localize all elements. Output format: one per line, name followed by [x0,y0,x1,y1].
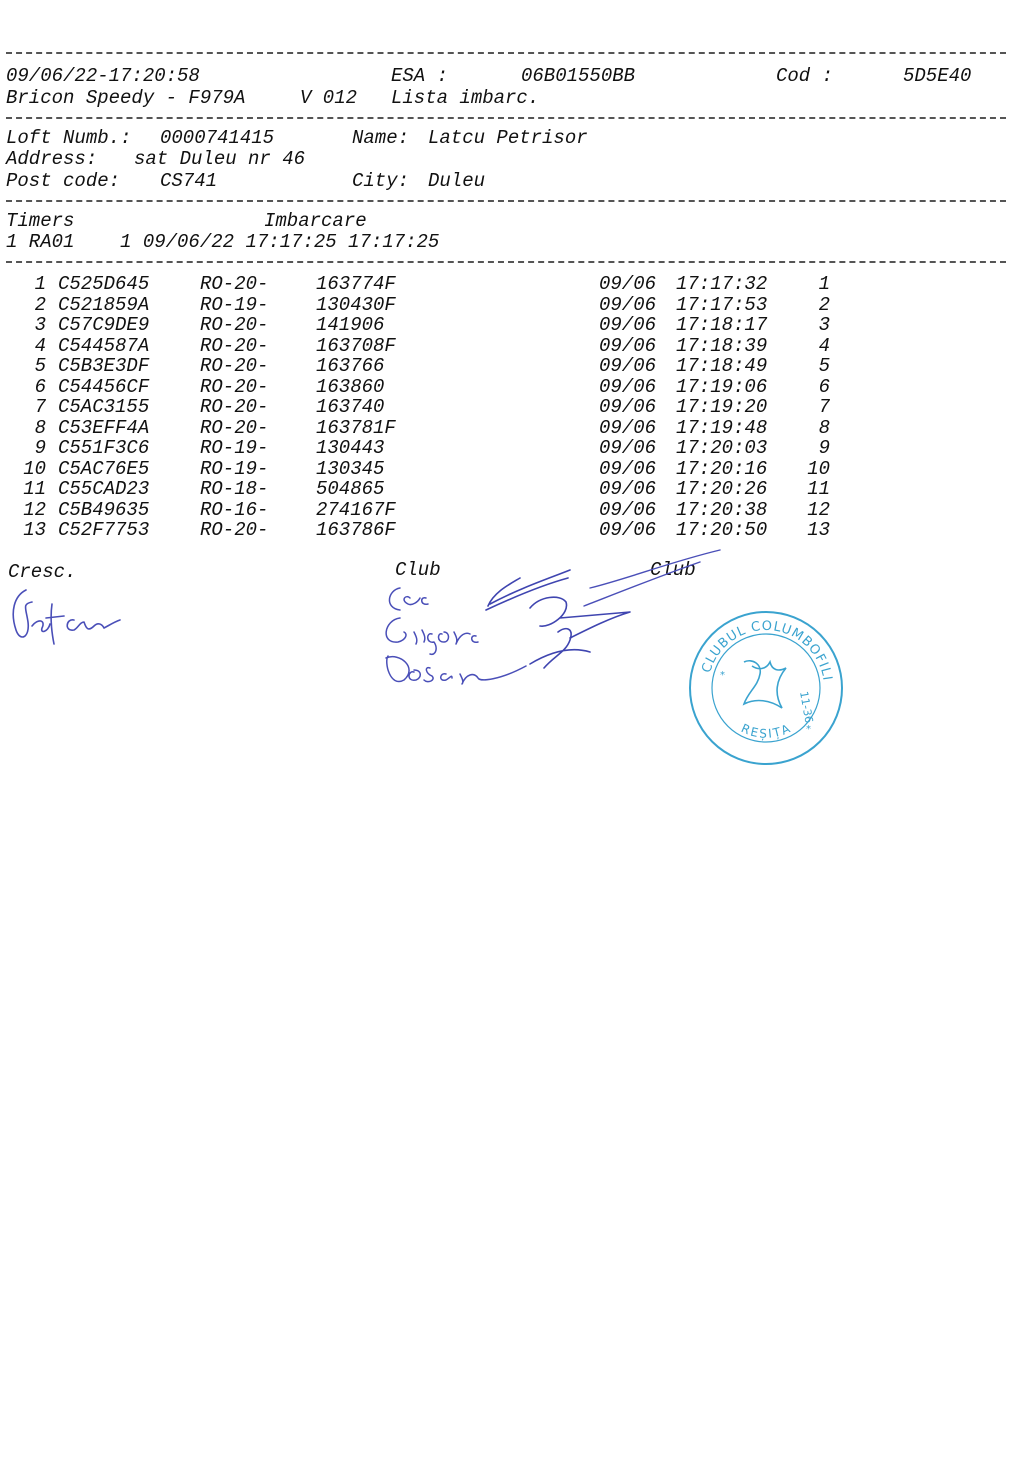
club-signature-label: Club [395,559,441,581]
bird-date: 09/06 [599,457,657,480]
table-row [0,520,1024,541]
address-value: sat Duleu nr 46 [134,148,306,170]
bird-ring-number: 130430F [316,293,396,316]
bird-index: 12 [23,498,46,521]
bird-position: 3 [818,314,830,336]
bird-time: 17:20:38 [676,498,768,521]
bird-ring-prefix: RO-20- [200,519,269,541]
bird-index: 7 [34,396,46,418]
separator-line [6,117,1006,119]
separator-line [6,200,1006,202]
bird-ring-number: 163774F [316,273,396,295]
breeder-signature-label: Cresc. [8,561,77,583]
address-label: Address: [6,148,98,170]
post-code-value: CS741 [160,170,218,192]
bird-chip-id: C525D645 [58,273,150,295]
stamp-bottom-text: REȘIȚA [738,720,794,741]
table-row [0,336,1024,357]
bird-chip-id: C55CAD23 [58,478,150,500]
loft-number-value: 0000741415 [160,127,275,149]
bird-chip-id: C53EFF4A [58,416,150,439]
bird-ring-prefix: RO-20- [200,375,269,398]
bird-position: 2 [818,293,830,316]
bird-chip-id: C54456CF [58,375,150,398]
bird-chip-id: C5B3E3DF [58,355,150,377]
bird-date: 09/06 [599,375,657,398]
post-code-label: Post code: [6,170,121,192]
bird-ring-prefix: RO-18- [200,478,269,500]
bird-ring-prefix: RO-20- [200,416,269,439]
print-datetime: 09/06/22-17:20:58 [6,65,200,87]
bird-ring-number: 163740 [316,396,385,418]
bird-index: 1 [34,273,46,295]
bird-ring-prefix: RO-20- [200,355,269,377]
separator-line [6,261,1006,263]
club-stamp-label: Club [650,559,696,581]
timers-label: Timers [6,210,75,232]
bird-ring-prefix: RO-20- [200,396,269,418]
bird-time: 17:20:50 [676,519,768,541]
table-row [0,377,1024,398]
bird-time: 17:18:17 [676,314,768,336]
bird-ring-prefix: RO-20- [200,314,269,336]
bird-ring-prefix: RO-19- [200,437,269,459]
bird-time: 17:18:49 [676,355,768,377]
bird-ring-number: 163708F [316,334,396,357]
bird-date: 09/06 [599,355,657,377]
bird-position: 5 [818,355,830,377]
esa-value: 06B01550BB [521,65,636,87]
table-row [0,418,1024,439]
bird-position: 8 [818,416,830,439]
bird-position: 9 [818,437,830,459]
stamp-star-icon: * [720,670,725,681]
bird-date: 09/06 [599,293,657,316]
bird-time: 17:19:20 [676,396,768,418]
bird-chip-id: C57C9DE9 [58,314,150,336]
bird-ring-prefix: RO-20- [200,334,269,357]
bird-index: 8 [34,416,46,439]
bird-position: 13 [807,519,830,541]
cod-label: Cod : [776,65,834,87]
bird-time: 17:17:32 [676,273,768,295]
bird-ring-number: 163860 [316,375,385,398]
bird-time: 17:19:06 [676,375,768,398]
table-row [0,459,1024,480]
table-row [0,315,1024,336]
name-value: Latcu Petrisor [428,127,588,149]
table-row [0,479,1024,500]
bird-date: 09/06 [599,498,657,521]
imbarcare-label: Imbarcare [264,210,367,232]
bird-date: 09/06 [599,396,657,418]
bird-index: 11 [23,478,46,500]
stamp-top-text: CLUBUL COLUMBOFILI [699,618,835,683]
bird-index: 10 [23,457,46,480]
table-row [0,295,1024,316]
bird-ring-number: 163766 [316,355,385,377]
bird-ring-number: 130443 [316,437,385,459]
table-row [0,397,1024,418]
bird-chip-id: C5B49635 [58,498,150,521]
bird-position: 1 [818,273,830,295]
bird-index: 4 [34,334,46,357]
bird-index: 9 [34,437,46,459]
bird-position: 11 [807,478,830,500]
timer-row: 1 RA01 1 09/06/22 17:17:25 17:17:25 [6,231,440,253]
bird-ring-number: 130345 [316,457,385,480]
bird-time: 17:20:03 [676,437,768,459]
bird-position: 7 [818,396,830,418]
bird-date: 09/06 [599,437,657,459]
bird-time: 17:20:16 [676,457,768,480]
bird-chip-id: C544587A [58,334,150,357]
bird-position: 6 [818,375,830,398]
city-value: Duleu [428,170,486,192]
bird-ring-number: 274167F [316,498,396,521]
bird-time: 17:18:39 [676,334,768,357]
bird-date: 09/06 [599,314,657,336]
device-version: V 012 [300,87,358,109]
bird-date: 09/06 [599,519,657,541]
bird-chip-id: C551F3C6 [58,437,150,459]
bird-ring-prefix: RO-19- [200,293,269,316]
bird-date: 09/06 [599,416,657,439]
bird-ring-prefix: RO-19- [200,457,269,480]
bird-ring-prefix: RO-16- [200,498,269,521]
bird-ring-number: 163786F [316,519,396,541]
bird-ring-prefix: RO-20- [200,273,269,295]
bird-chip-id: C52F7753 [58,519,150,541]
city-label: City: [352,170,410,192]
bird-index: 6 [34,375,46,398]
club-signatures [370,548,730,698]
bird-date: 09/06 [599,334,657,357]
table-row [0,356,1024,377]
bird-index: 5 [34,355,46,377]
loft-number-label: Loft Numb.: [6,127,132,149]
bird-position: 12 [807,498,830,521]
separator-line [6,52,1006,54]
bird-chip-id: C5AC3155 [58,396,150,418]
breeder-signature [4,582,134,652]
cod-value: 5D5E40 [903,65,972,87]
bird-chip-id: C5AC76E5 [58,457,150,480]
bird-date: 09/06 [599,478,657,500]
stamp-code: 11-36 [797,690,816,725]
table-row [0,500,1024,521]
table-row [0,274,1024,295]
bird-time: 17:17:53 [676,293,768,316]
dove-icon [744,661,786,708]
bird-ring-number: 163781F [316,416,396,439]
table-row [0,438,1024,459]
bird-chip-id: C521859A [58,293,150,316]
esa-label: ESA : [391,65,449,87]
stamp-star-icon: * [806,724,811,735]
list-title: Lista imbarc. [391,87,540,109]
name-label: Name: [352,127,410,149]
bird-date: 09/06 [599,273,657,295]
bird-index: 2 [34,293,46,316]
bird-index: 3 [34,314,46,336]
bird-position: 10 [807,457,830,480]
bird-ring-number: 504865 [316,478,385,500]
bird-time: 17:20:26 [676,478,768,500]
club-stamp [686,608,846,768]
bird-time: 17:19:48 [676,416,768,439]
bird-index: 13 [23,519,46,541]
bird-position: 4 [818,334,830,357]
device-name: Bricon Speedy - F979A [6,87,246,109]
bird-ring-number: 141906 [316,314,385,336]
